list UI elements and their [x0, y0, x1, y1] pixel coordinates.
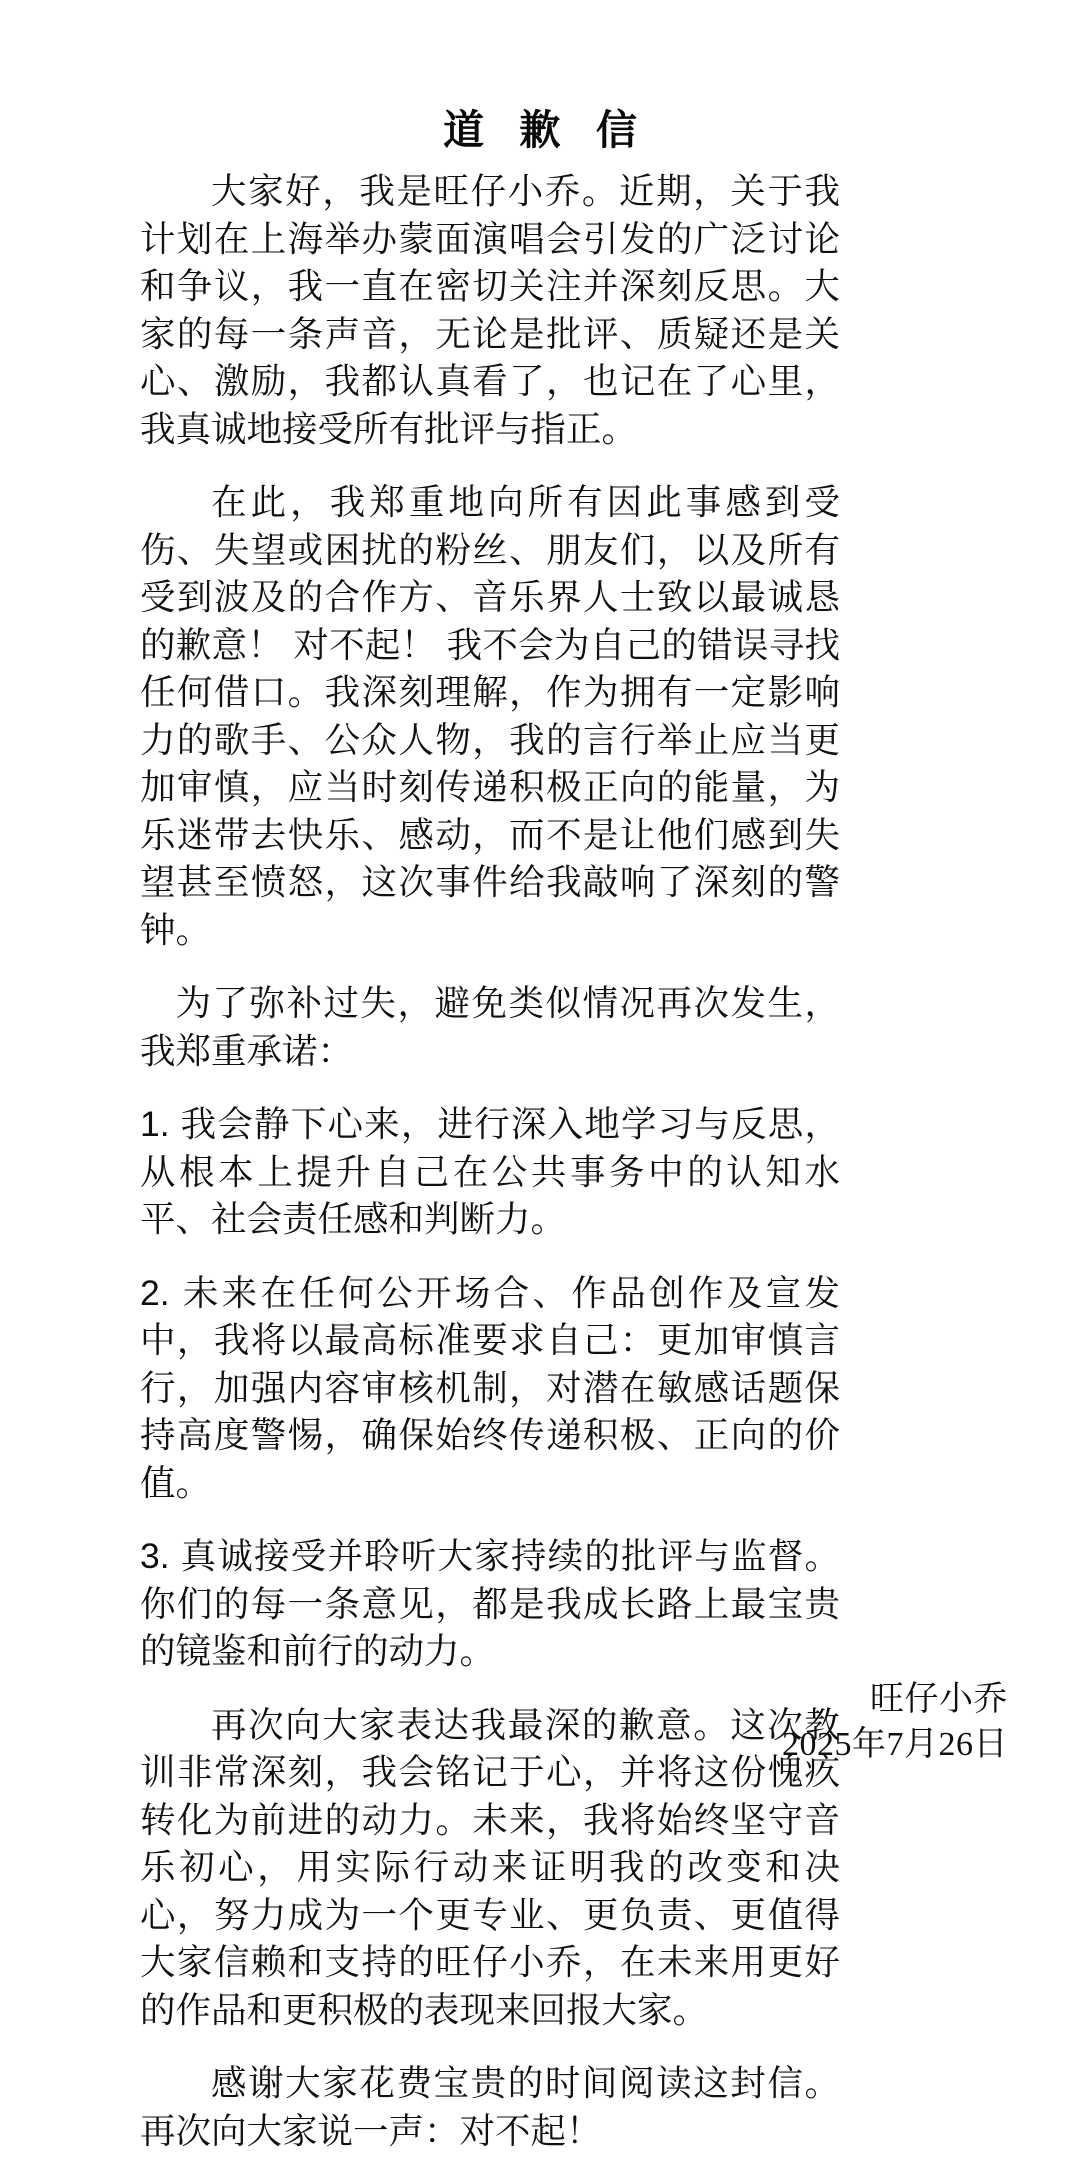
- paragraph-closing-apology: 再次向大家表达我最深的歉意。这次教训非常深刻，我会铭记于心，并将这份愧疚转化为前进的动力。未来，我将始终坚守音乐初心，用实际行动来证明我的改变和决心，努力成为一个更专业、更负责、更值得大家信赖和支持的旺仔小乔，在未来用更好的作品和更积极的表现来回报大家。: [140, 1704, 840, 2030]
- commitment-item-2: 2. 未来在任何公开场合、作品创作及宣发中，我将以最高标准要求自己：更加审慎言行，加强内容审核机制，对潜在敏感话题保持高度警惕，确保始终传递积极、正向的价值。: [140, 1272, 840, 1503]
- signature-block: [782, 1676, 1008, 1768]
- paragraph-thanks: 感谢大家花费宝贵的时间阅读这封信。再次向大家说一声：对不起！: [140, 2063, 840, 2151]
- commitment-item-1: 1. 我会静下心来，进行深入地学习与反思，从根本上提升自己在公共事务中的认知水平、社会责任感和判断力。: [140, 1104, 840, 1239]
- letter-body: [140, 168, 840, 2181]
- paragraph-apology: 在此，我郑重地向所有因此事感到受伤、失望或困扰的粉丝、朋友们，以及所有受到波及的合作方、音乐界人士致以最诚恳的歉意！ 对不起！ 我不会为自己的错误寻找任何借口。我深刻理解，作为拥有一定影响力的歌手、公众人物，我的言行举止应当更加审慎，应当时刻传递积极正向的能量，为乐迷带去快乐、感动，而不是让他们感到失望甚至愤怒，这次事件给我敲响了深刻的警钟。: [140, 482, 840, 950]
- paragraph-commitment-intro: 为了弥补过失，避免类似情况再次发生，我郑重承诺：: [140, 983, 840, 1071]
- page-title: 道 歉 信: [443, 107, 649, 153]
- commitment-item-3: 3. 真诚接受并聆听大家持续的批评与监督。你们的每一条意见，都是我成长路上最宝贵的镜鉴和前行的动力。: [140, 1536, 840, 1671]
- signature-date: 2025年7月26日: [782, 1726, 1008, 1763]
- signature-name: 旺仔小乔: [870, 1680, 1008, 1718]
- paragraph-opening: 大家好，我是旺仔小乔。近期，关于我计划在上海举办蒙面演唱会引发的广泛讨论和争议，我一直在密切关注并深刻反思。大家的每一条声音，无论是批评、质疑还是关心、激励，我都认真看了，也记在了心里，我真诚地接受所有批评与指正。: [140, 171, 840, 449]
